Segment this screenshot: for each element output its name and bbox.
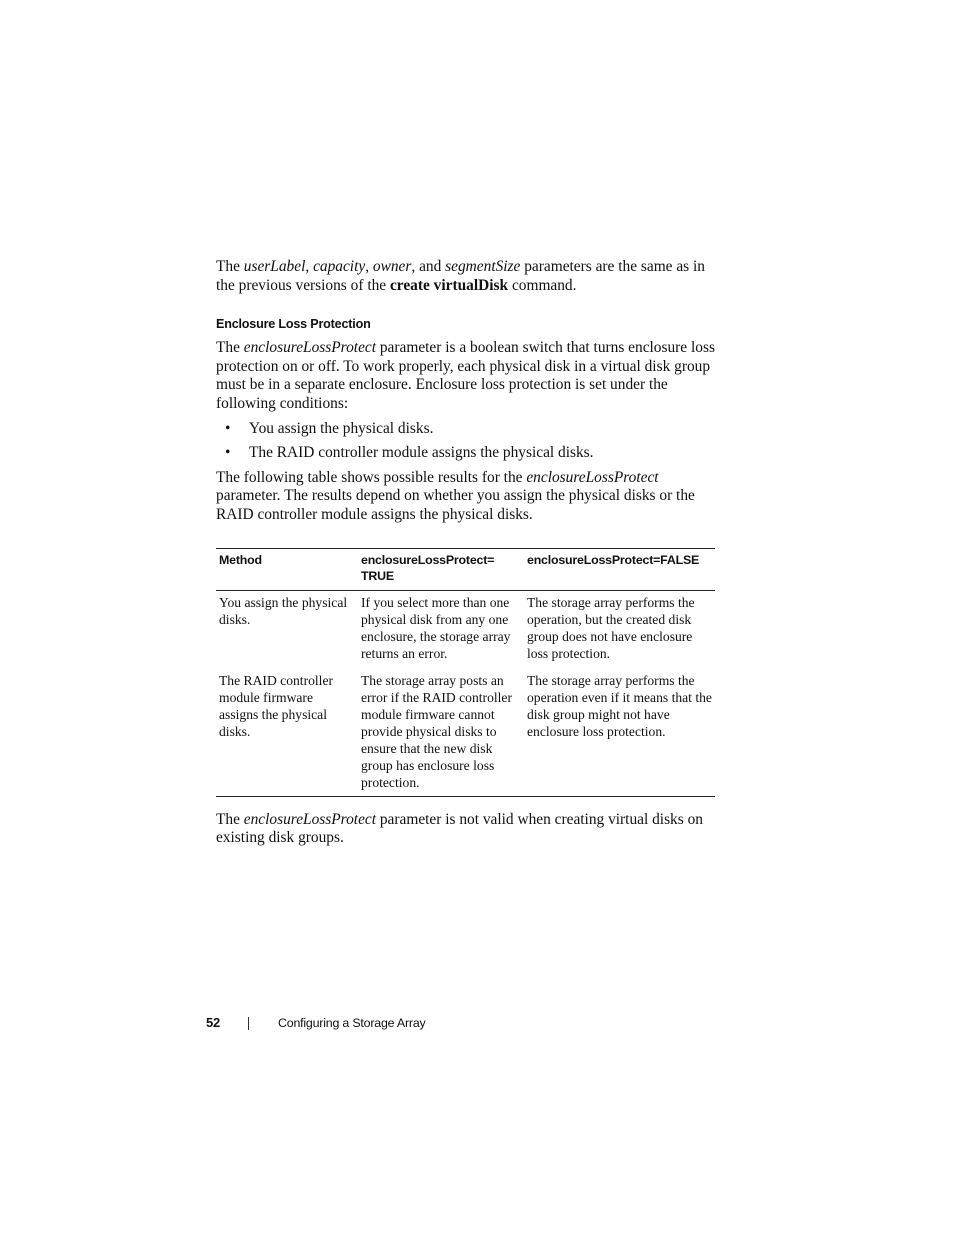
cell-true: The storage array posts an error if the RAID controller module firmware cannot provide physical disks to ensure that the new disk group has enclosure loss protection. xyxy=(358,670,524,796)
cell-false: The storage array performs the operation even if it means that the disk group might not have enclosure loss protection. xyxy=(524,670,715,796)
bullet-icon: • xyxy=(225,419,231,437)
chapter-title: Configuring a Storage Array xyxy=(278,1016,426,1030)
para2-param: enclosureLossProtect xyxy=(526,468,659,486)
header-true xyxy=(358,548,524,590)
page-number: 52 xyxy=(206,1015,221,1030)
capacity-param: capacity xyxy=(313,258,366,275)
table-row xyxy=(216,670,715,796)
segmentsize-param: segmentSize xyxy=(445,258,521,275)
cell-method: The RAID controller module firmware assigns the physical disks. xyxy=(216,670,358,796)
list-item xyxy=(216,444,715,463)
list-item-text: The RAID controller module assigns the physical disks. xyxy=(249,444,594,462)
results-table xyxy=(216,548,715,797)
closing-text-a: The xyxy=(216,810,244,828)
userlabel-param: userLabel xyxy=(243,258,306,275)
header-false: enclosureLossProtect=FALSE xyxy=(524,548,715,590)
closing-text-b: parameter is not valid when creating virtual disks on existing disk groups. xyxy=(216,810,703,847)
page-content xyxy=(216,258,715,848)
intro-and: , and xyxy=(411,258,446,275)
intro-text-1: The xyxy=(216,258,244,275)
para1-text-a: The xyxy=(216,339,244,357)
conditions-list xyxy=(216,420,715,463)
footer-separator xyxy=(248,1017,249,1030)
para2-text-a: The following table shows possible results for the xyxy=(216,468,527,486)
intro-paragraph xyxy=(216,258,715,295)
table-header-row xyxy=(216,548,715,590)
para1-param: enclosureLossProtect xyxy=(243,339,377,357)
intro-comma-1: , xyxy=(305,258,314,275)
bullet-icon: • xyxy=(225,444,231,462)
cell-method: You assign the physical disks. xyxy=(219,594,348,627)
section-paragraph-1 xyxy=(216,339,715,413)
closing-paragraph xyxy=(216,811,715,848)
intro-text-3: command. xyxy=(508,276,577,294)
para2-text-b: parameter. The results depend on whether you assign the physical disks or the RAID controller module assigns the physical disks. xyxy=(216,487,695,523)
owner-param: owner xyxy=(372,258,412,275)
cell-true: If you select more than one physical disk from any one enclosure, the storage array returns an error. xyxy=(361,594,511,661)
header-method: Method xyxy=(216,548,358,590)
header-true-line1: enclosureLossProtect= xyxy=(361,552,495,567)
create-virtualdisk-command: create virtualDisk xyxy=(389,276,509,294)
list-item-text: You assign the physical disks. xyxy=(249,419,434,437)
table-row xyxy=(216,590,715,670)
list-item xyxy=(216,420,715,439)
para1-text-b: parameter is a boolean switch that turns enclosure loss protection on or off. To work properly, each physical disk in a virtual disk group must be in a separate enclosure. Enclosure loss protection is set under the following conditions: xyxy=(216,339,715,412)
closing-param: enclosureLossProtect xyxy=(243,810,377,828)
cell-false: The storage array performs the operation, but the created disk group does not have enclosure loss protection. xyxy=(527,594,695,661)
header-true-line2: TRUE xyxy=(361,569,394,584)
intro-text-2: parameters are the same as in the previous versions of the xyxy=(216,258,705,294)
section-paragraph-2 xyxy=(216,469,715,525)
intro-comma-2: , xyxy=(365,258,373,275)
section-heading: Enclosure Loss Protection xyxy=(216,317,371,332)
